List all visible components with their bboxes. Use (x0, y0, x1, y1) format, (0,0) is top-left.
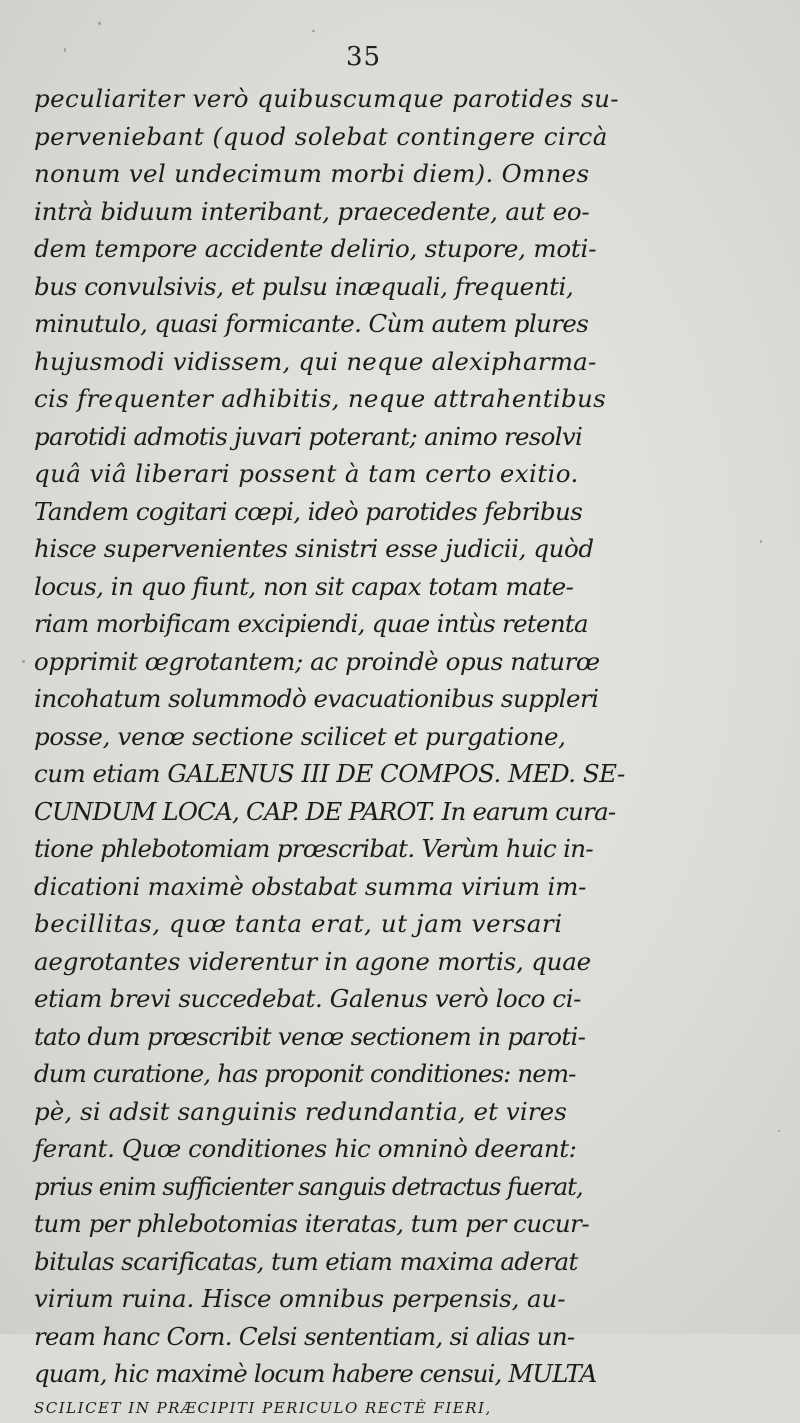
text-line: hujusmodi vidissem, qui neque alexipharma- (34, 346, 597, 376)
text-line: CUNDUM LOCA, CAP. DE PAROT. In earum cura- (34, 796, 616, 826)
text-line: quâ viâ liberari possent à tam certo exitio. (34, 459, 579, 488)
text-line: bus convulsivis, et pulsu inæquali, frequenti, (34, 271, 574, 301)
ink-speck (64, 48, 66, 52)
text-line: aegrotantes viderentur in agone mortis, quae (34, 946, 591, 976)
text-line: bitulas scarificatas, tum etiam maxima aderat (34, 1246, 578, 1276)
text-line: etiam brevi succedebat. Galenus verò loco ci- (34, 984, 582, 1013)
ink-speck (22, 660, 25, 663)
page-number: 35 (346, 42, 382, 72)
text-line: virium ruina. Hisce omnibus perpensis, au- (34, 1284, 566, 1313)
ink-speck (312, 30, 315, 32)
text-line: tum per phlebotomias iteratas, tum per cucur- (34, 1209, 590, 1238)
text-line: hisce supervenientes sinistri esse judicii, quòd (34, 534, 594, 563)
text-line: tione phlebotomiam prœscribat. Verùm huic in- (34, 834, 593, 863)
text-line: intrà biduum interibant, praecedente, aut eo- (34, 196, 590, 226)
text-line: prius enim sufficienter sanguis detractus fuerat, (34, 1171, 583, 1201)
ink-speck (98, 22, 101, 25)
text-line: perveniebant (quod solebat contingere circà (34, 121, 608, 151)
ink-speck (778, 1130, 780, 1132)
text-line: tato dum prœscribit venœ sectionem in paroti- (34, 1021, 586, 1051)
text-line: cum etiam GALENUS III DE COMPOS. MED. SE- (34, 759, 625, 788)
body-text (34, 80, 774, 1423)
text-line: peculiariter verò quibuscumque parotides su- (34, 84, 619, 113)
text-line: opprimit œgrotantem; ac proindè opus naturœ (34, 646, 600, 676)
text-line: parotidi admotis juvari poterant; animo resolvi (34, 421, 583, 451)
text-line: ream hanc Corn. Celsi sententiam, si alias un- (34, 1321, 575, 1351)
text-line: locus, in quo fiunt, non sit capax totam mate- (34, 571, 574, 601)
text-line: SCILICET IN PRÆCIPITI PERICULO RECTÈ FIERI, (34, 1398, 492, 1417)
text-line: minutulo, quasi formicante. Cùm autem plures (34, 309, 589, 338)
text-line: quam, hic maximè locum habere censui, MULTA (34, 1359, 597, 1388)
text-line: ferant. Quœ conditiones hic omninò deerant: (34, 1134, 577, 1163)
text-line: cis frequenter adhibitis, neque attrahentibus (34, 384, 606, 413)
text-line: riam morbificam excipiendi, quae intùs retenta (34, 609, 588, 638)
text-line: nonum vel undecimum morbi diem). Omnes (34, 159, 590, 188)
text-line: becillitas, quœ tanta erat, ut jam versari (34, 909, 563, 938)
text-line: dum curatione, has proponit conditiones: nem- (34, 1059, 576, 1088)
text-line: pè, si adsit sanguinis redundantia, et vires (34, 1096, 567, 1126)
text-line: dicationi maximè obstabat summa virium im- (34, 871, 587, 901)
text-line: dem tempore accidente delirio, stupore, moti- (34, 234, 597, 263)
text-line: posse, venœ sectione scilicet et purgatione, (34, 721, 566, 751)
text-line: incohatum solummodò evacuationibus suppleri (34, 684, 599, 713)
text-line: Tandem cogitari cœpi, ideò parotides febribus (34, 496, 583, 526)
